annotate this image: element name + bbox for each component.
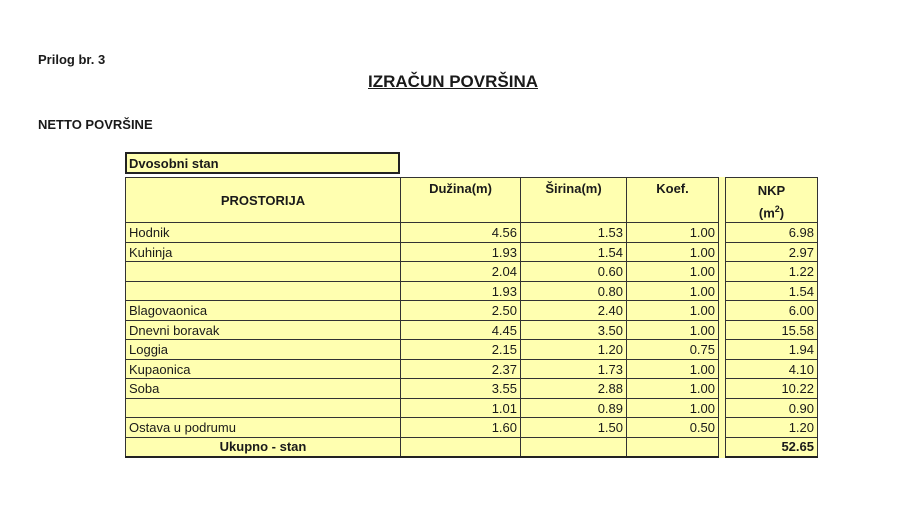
column-gap [719,178,726,223]
room-name [126,262,401,282]
col-header-width: Širina(m) [521,178,627,223]
room-name [126,281,401,301]
room-name: Blagovaonica [126,301,401,321]
width-value: 1.53 [521,223,627,243]
table-row [126,223,818,243]
nkp-value: 0.90 [726,398,818,418]
col-header-nkp [726,178,818,223]
width-value: 0.89 [521,398,627,418]
width-value: 2.88 [521,379,627,399]
length-value: 2.15 [401,340,521,360]
table-row [126,359,818,379]
length-value: 4.56 [401,223,521,243]
page-title: IZRAČUN POVRŠINA [368,72,539,91]
column-gap [719,281,726,301]
length-value: 1.93 [401,242,521,262]
table-row [126,320,818,340]
total-row [126,437,818,457]
length-value: 1.60 [401,418,521,438]
section-heading: NETTO POVRŠINE [38,117,153,132]
width-value: 1.20 [521,340,627,360]
total-empty-width [521,437,627,457]
area-table [125,177,818,458]
nkp-value: 6.98 [726,223,818,243]
coef-value: 0.50 [627,418,719,438]
coef-value: 1.00 [627,223,719,243]
nkp-unit [729,200,814,222]
table-row [126,281,818,301]
column-gap [719,359,726,379]
room-name [126,398,401,418]
total-empty-length [401,437,521,457]
column-gap [719,242,726,262]
coef-value: 1.00 [627,262,719,282]
length-value: 1.93 [401,281,521,301]
width-value: 0.60 [521,262,627,282]
nkp-value: 1.94 [726,340,818,360]
column-gap [719,340,726,360]
room-name: Loggia [126,340,401,360]
nkp-unit-open: (m [758,205,775,221]
unit-title-box [125,152,400,174]
nkp-value: 6.00 [726,301,818,321]
length-value: 2.37 [401,359,521,379]
table-row [126,262,818,282]
width-value: 2.40 [521,301,627,321]
length-value: 1.01 [401,398,521,418]
nkp-value: 1.22 [726,262,818,282]
room-name: Kupaonica [126,359,401,379]
width-value: 1.54 [521,242,627,262]
total-nkp: 52.65 [726,437,818,457]
coef-value: 1.00 [627,379,719,399]
table-row [126,301,818,321]
coef-value: 1.00 [627,320,719,340]
room-name: Dnevni boravak [126,320,401,340]
table-row [126,418,818,438]
column-gap [719,301,726,321]
nkp-value: 2.97 [726,242,818,262]
unit-title: Dvosobni stan [129,156,219,171]
col-header-coef: Koef. [627,178,719,223]
nkp-unit-close: ) [779,205,785,221]
column-gap [719,223,726,243]
coef-value: 1.00 [627,301,719,321]
nkp-value: 1.20 [726,418,818,438]
table-row [126,242,818,262]
total-empty-coef [627,437,719,457]
column-gap [719,379,726,399]
table-header-row [126,178,818,223]
col-header-room: PROSTORIJA [126,178,401,223]
table-row [126,340,818,360]
width-value: 1.50 [521,418,627,438]
column-gap [719,437,726,457]
width-value: 1.73 [521,359,627,379]
column-gap [719,398,726,418]
width-value: 0.80 [521,281,627,301]
nkp-value: 1.54 [726,281,818,301]
col-header-length: Dužina(m) [401,178,521,223]
coef-value: 0.75 [627,340,719,360]
coef-value: 1.00 [627,359,719,379]
length-value: 3.55 [401,379,521,399]
room-name: Kuhinja [126,242,401,262]
coef-value: 1.00 [627,281,719,301]
room-name: Ostava u podrumu [126,418,401,438]
nkp-label: NKP [757,183,786,198]
column-gap [719,418,726,438]
nkp-value: 4.10 [726,359,818,379]
attachment-label: Prilog br. 3 [38,52,106,67]
coef-value: 1.00 [627,398,719,418]
nkp-unit-sup: 2 [774,204,780,214]
width-value: 3.50 [521,320,627,340]
column-gap [719,262,726,282]
room-name: Hodnik [126,223,401,243]
table-row [126,398,818,418]
coef-value: 1.00 [627,242,719,262]
room-name: Soba [126,379,401,399]
table-row [126,379,818,399]
length-value: 2.04 [401,262,521,282]
nkp-value: 15.58 [726,320,818,340]
length-value: 4.45 [401,320,521,340]
column-gap [719,320,726,340]
length-value: 2.50 [401,301,521,321]
total-label: Ukupno - stan [126,437,401,457]
nkp-value: 10.22 [726,379,818,399]
